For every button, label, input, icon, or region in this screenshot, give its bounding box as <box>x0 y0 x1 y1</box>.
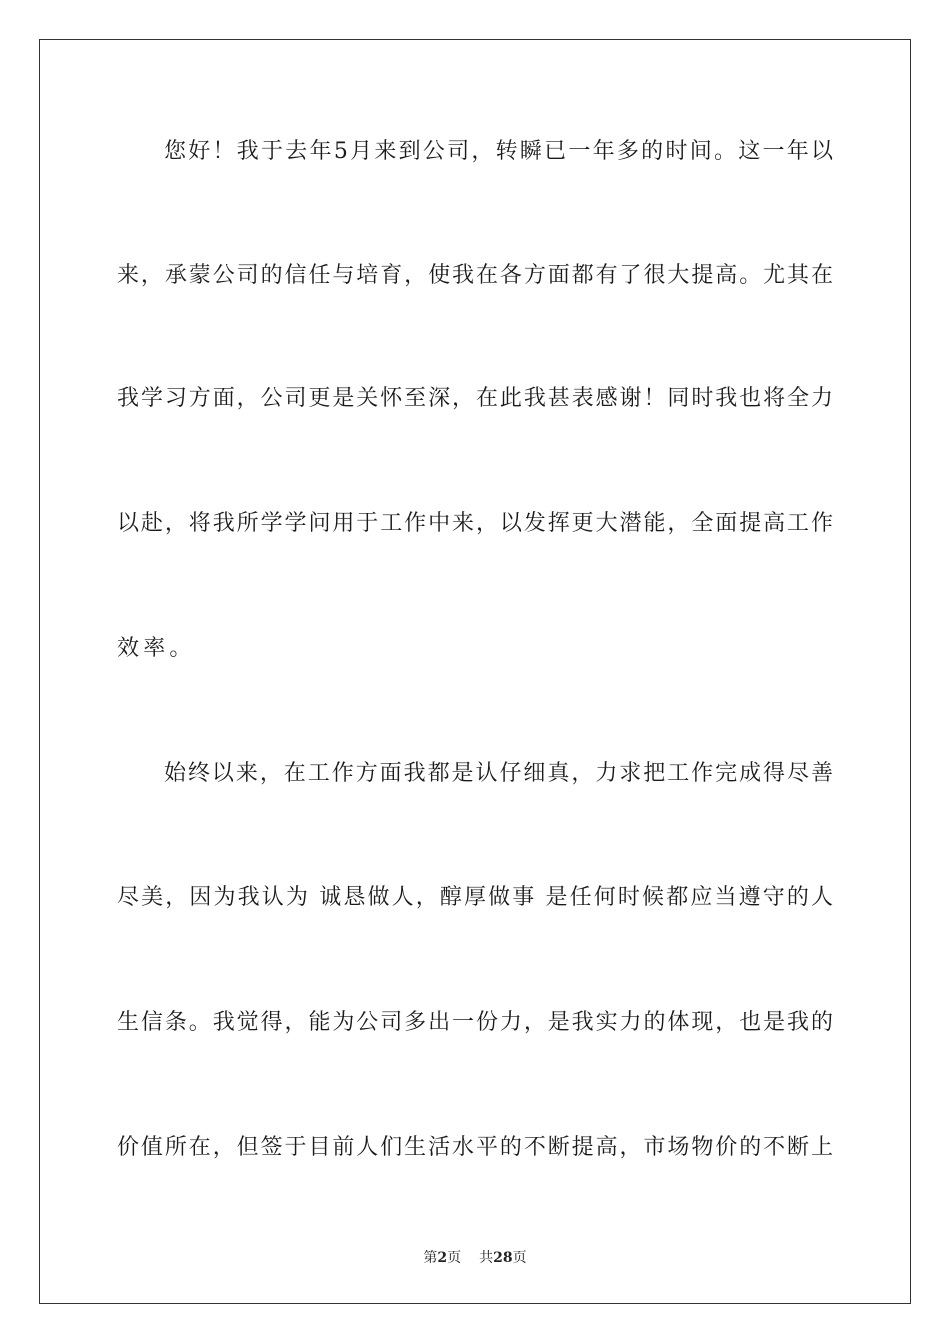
paragraph-2-line-1: 始终以来，在工作方面我都是认仔细真，力求把工作完成得尽善 <box>164 761 833 786</box>
total-suffix: 页 <box>512 1250 527 1266</box>
paragraph-2-line-3: 生信条。我觉得，能为公司多出一份力，是我实力的体现，也是我的 <box>117 1010 833 1035</box>
paragraph-2-line-4: 价值所在，但签于目前人们生活水平的不断提高，市场物价的不断上 <box>117 1135 833 1160</box>
page-border <box>39 39 911 1304</box>
paragraph-1-line-3: 我学习方面，公司更是关怀至深，在此我甚表感谢！同时我也将全力 <box>117 386 833 411</box>
total-pages-number: 28 <box>493 1250 513 1266</box>
page-prefix: 第 <box>423 1250 438 1266</box>
current-page-number: 2 <box>437 1250 448 1266</box>
paragraph-1-line-1: 您好！我于去年5月来到公司，转瞬已一年多的时间。这一年以 <box>164 139 833 164</box>
total-prefix: 共 <box>479 1250 494 1266</box>
paragraph-2-line-2: 尽美，因为我认为 诚恳做人，醇厚做事 是任何时候都应当遵守的人 <box>117 885 833 910</box>
page-footer <box>0 1249 950 1267</box>
paragraph-1-line-4: 以赴，将我所学学问用于工作中来，以发挥更大潜能，全面提高工作 <box>117 511 833 536</box>
paragraph-1-line-5: 效率。 <box>117 636 196 661</box>
page-suffix: 页 <box>447 1250 462 1266</box>
paragraph-1-line-2: 来，承蒙公司的信任与培育，使我在各方面都有了很大提高。尤其在 <box>117 263 833 288</box>
